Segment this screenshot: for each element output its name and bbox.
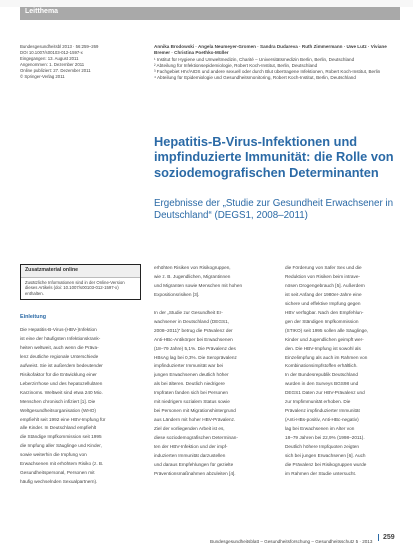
meta-line: © Springer-Verlag 2011 (20, 74, 65, 80)
journal-footer: Bundesgesundheitsblatt – Gesundheitsforschung – Gesundheitsschutz 5 · 2013 (210, 539, 373, 544)
text-line: Weltgesundheitsorganisation (WHO) (20, 407, 96, 413)
top-band (0, 0, 413, 7)
article-title: Hepatitis-B-Virus-Infektionen und impfinduzierte Immunität: die Rolle von soziodemografischen Determinanten (154, 134, 394, 180)
text-line: Gesundheitspersonal, Personen mit (20, 470, 95, 476)
text-line: Kombinationsimpfstoffen erhältlich. (285, 363, 358, 369)
section-label: Leitthema (25, 8, 59, 15)
text-line (154, 300, 273, 309)
meta-line: Eingegangen: 13. August 2011 (20, 56, 79, 62)
text-line: diese soziodemografischen Determinan- (154, 435, 238, 441)
text-line: empfiehlt seit 1992 eine HBV-Impfung für (20, 416, 106, 422)
text-line: Prävalenz impfinduzierter Immunität (285, 408, 360, 414)
text-line: aus Ländern mit hoher HBV-Prävalenz. (154, 417, 236, 423)
text-line: erhöhten Risiken von Risikogruppen, (154, 265, 231, 270)
text-line: sowie weiterhin die Impfung von (20, 452, 87, 458)
text-line: sich bei jungen Erwachsenen [6]. Auch (285, 453, 366, 459)
text-line: zur Impfimmunität erhoben. Die (285, 399, 351, 405)
text-line: häufig wechselnden Sexualpartnern). (20, 479, 98, 485)
text-line: wachsener in Deutschland (DEGS1, (154, 318, 230, 324)
text-line: die Impfung aller Säuglinge und Kinder, (20, 443, 102, 449)
text-line: 2008–2011)“ betrug die Prävalenz der (154, 327, 233, 333)
text-line: induzierten Immunität darzustellen (154, 453, 226, 459)
text-line: Die Hepatitis-B-Virus-(HBV-)Infektion (20, 327, 97, 332)
text-line: gen der Ständigen Impfkommission (285, 318, 359, 324)
affiliation: ⁴ Abteilung für Epidemiologie und Gesundheitsmonitoring, Robert Koch-Institut, Berlin, Deutschland (154, 75, 356, 81)
author-names: Annika Brodowski · Angela Neumeyer-Gromen · Sandra Dudareva · Ruth Zimmermann · Uwe Lutz · Viviane Bremer · Christina Poethko-Müller (154, 44, 387, 56)
text-line: wurden in den Surveys BGS98 und (285, 381, 359, 387)
body-column-1 (20, 326, 139, 487)
text-line: alle Kinder. In Deutschland empfiehlt (20, 425, 97, 431)
text-line: den. Die HBV-Impfung ist sowohl als (285, 345, 361, 351)
text-line: Ziel der vorliegenden Arbeit ist es, (154, 426, 225, 432)
text-line: Karzinoms. Weltweit sind etwa 240 Mio. (20, 389, 103, 395)
text-line: Einzelimpfung als auch im Rahmen von (285, 354, 368, 360)
text-line: heiten weltweit, auch wenn die Präva- (20, 344, 99, 350)
text-line: Expositionsrisiken [3]. (154, 291, 200, 297)
page-number: 259 (378, 534, 395, 541)
text-line: die Ständige Impfkommission seit 1995 (20, 434, 102, 440)
introduction-heading: Einleitung (20, 314, 47, 320)
supplementary-box (20, 264, 141, 300)
text-line: ist eine der häufigsten Infektionskrank- (20, 335, 101, 341)
text-line: jungen Erwachsenen deutlich höher (154, 372, 229, 378)
text-line: Deutlich höhere Impfquoten zeigten (285, 444, 360, 450)
affiliation: ³ Fachgebiet HIV/AIDS und andere sexuell oder durch Blut übertragene Infektionen, Robert Koch-Institut, Berlin (154, 69, 381, 75)
text-line: und daraus Empfehlungen für gezielte (154, 461, 234, 467)
text-line: (18–79 Jahre) 5,1%. Die Prävalenz des (154, 345, 236, 351)
text-line: Risikofaktor für die Entwicklung einer (20, 371, 97, 377)
text-line: sichere und effektive Impfung gegen (285, 300, 361, 306)
text-line: DEGS1 Daten zur HBV-Prävalenz und (285, 390, 365, 396)
text-line: mit niedrigem sozialem Status sowie (154, 399, 230, 405)
authors-block (154, 44, 394, 82)
meta-line: DOI 10.1007/s00103-012-1597-x (20, 50, 83, 56)
text-line: lenz deutliche regionale Unterschiede (20, 353, 99, 359)
article-meta (20, 44, 130, 81)
text-line: Impfraten fanden sich bei Personen (154, 390, 229, 396)
text-line: HBsAg lag bei 0,3%. Die Seroprävalenz (154, 354, 237, 360)
text-line: ten der HBV-Infektion und der impf- (154, 444, 228, 450)
text-line: als bei älteren. Deutlich niedrigere (154, 381, 225, 387)
text-line: wie z. B. Jugendlichen, Migrantinnen (154, 273, 231, 279)
text-line: die Prävalenz bei Risikogruppen wurde (285, 461, 367, 467)
supplementary-header: Zusatzmaterial online (21, 265, 140, 278)
text-line: Erwachsenen mit erhöhtem Risiko (z. B. (20, 461, 104, 467)
text-line: die Förderung von Safer Sex und die (285, 265, 362, 270)
meta-line: Online publiziert: 27. Dezember 2011 (20, 68, 91, 74)
article-subtitle: Ergebnisse der „Studie zur Gesundheit Erwachsener in Deutschland“ (DEGS1, 2008–2011) (154, 198, 394, 221)
text-line: aufweist. Sie ist außerdem bedeutender (20, 362, 103, 368)
text-line: Reduktion von Risiken beim intrave- (285, 273, 361, 279)
text-line: In der Bundesrepublik Deutschland (285, 372, 358, 378)
text-line: In der „Studie zur Gesundheit Er- (154, 309, 223, 315)
body-column-3 (285, 264, 404, 479)
text-line: 18–79 Jahren bei 22,9% (1998–2011). (285, 435, 365, 441)
text-line: nösen Drogengebrauch [5]. Außerdem (285, 282, 365, 288)
affiliation: ¹ Institut für Hygiene und Umweltmedizin, Charité – Universitätsmedizin Berlin, Berlin, Deutschland (154, 57, 355, 63)
affiliation: ² Abteilung für Infektionsepidemiologie, Robert Koch-Institut, Berlin, Deutschland (154, 63, 318, 69)
text-line: ist seit Anfang der 1980er-Jahre eine (285, 291, 362, 297)
text-line: bei Personen mit Migrationshintergrund (154, 408, 236, 414)
body-column-2 (154, 264, 273, 479)
supplementary-text[interactable]: Zusätzliche Informationen sind in der Online-Version dieses Artikels (doi: 10.1007/s00103-012-1597-x) enthalten. (25, 280, 125, 296)
text-line: (STIKO) seit 1995 sollen alle Säuglinge, (285, 327, 369, 333)
meta-line: Bundesgesundheitsbl 2013 · 56:259–269 (20, 44, 99, 49)
text-line: Menschen chronisch infiziert [1]. Die (20, 398, 96, 404)
text-line: lag bei Erwachsenen im Alter von (285, 426, 355, 432)
text-line: im Rahmen der Studie untersucht. (285, 470, 357, 476)
text-line: HBV verfügbar. Nach den Empfehlun- (285, 309, 364, 315)
text-line: und Migranten sowie Menschen mit hohen (154, 282, 243, 288)
text-line: impfinduzierter Immunität war bei (154, 363, 224, 369)
section-bar (20, 7, 400, 20)
text-line: (Anti-HBs-positiv, Anti-HBc-negativ) (285, 417, 359, 423)
meta-line: Angenommen: 1. Dezember 2011 (20, 62, 85, 68)
text-line: Anti-HBc-Antikörper bei Erwachsenen (154, 336, 233, 342)
text-line: Leberzirrhose und des hepatozellulären (20, 380, 103, 386)
text-line: Kinder und Jugendlichen geimpft wer- (285, 336, 364, 342)
text-line: Präventionsmaßnahmen abzuleiten [4]. (154, 470, 236, 476)
